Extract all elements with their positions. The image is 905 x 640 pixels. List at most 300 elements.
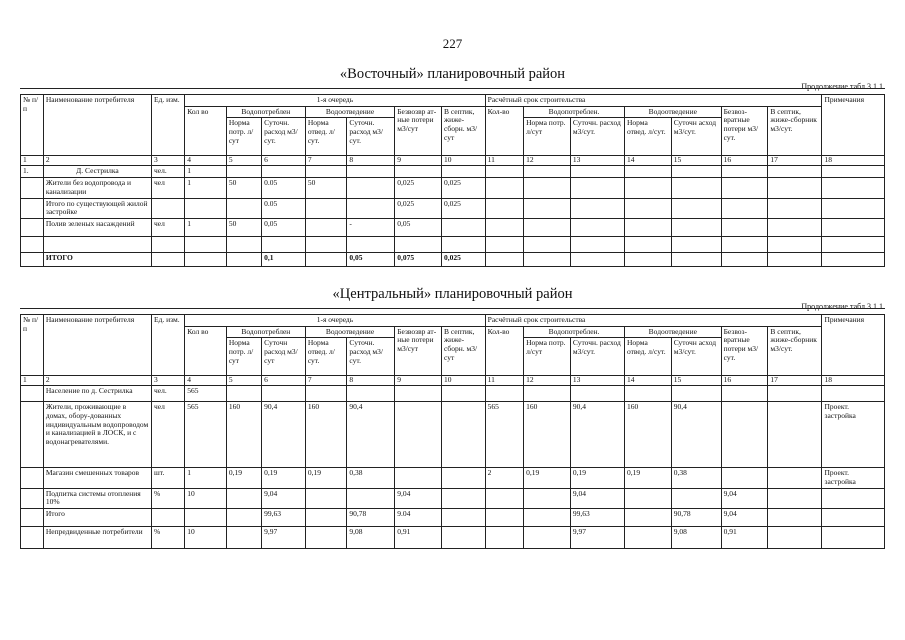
table-cell — [21, 402, 44, 468]
stage1-header: 1-я очередь — [185, 95, 485, 107]
irrev-loss-header: Безвозвр ат-ные потери м3/сут — [395, 106, 442, 156]
table-cell — [768, 236, 822, 252]
table-row — [21, 468, 885, 488]
sub-header: Норма потр. л/сут — [524, 118, 571, 156]
table-cell: 50 — [226, 218, 261, 236]
table-cell — [151, 198, 184, 218]
table-cell — [347, 166, 395, 178]
table-cell — [395, 386, 442, 402]
table-cell: 9,04 — [395, 488, 442, 508]
table-cell — [822, 218, 885, 236]
septic-header: В септик, жиже-сборн. м3/сут — [442, 106, 486, 156]
table-cell — [226, 252, 261, 266]
table-cell: 0,91 — [721, 526, 768, 548]
table-cell — [442, 166, 486, 178]
table-cell — [721, 166, 768, 178]
column-number: 4 — [185, 156, 227, 166]
table-row — [21, 252, 885, 266]
water-supply2-header: Водопотреблен. — [524, 106, 625, 118]
table-row — [21, 386, 885, 402]
table-cell: 0,025 — [395, 198, 442, 218]
col-notes-header: Примечания — [822, 315, 885, 376]
section-title: «Центральный» планировочный район — [332, 286, 573, 302]
table-cell — [721, 236, 768, 252]
table-cell: 0,19 — [624, 468, 671, 488]
table-cell: 99,63 — [262, 508, 306, 526]
drainage-header: Водоотведение — [305, 106, 394, 118]
table-cell — [624, 488, 671, 508]
table-cell — [768, 402, 822, 468]
sub-header: Норма потр. л/сут — [524, 338, 571, 376]
table-cell: 0,05 — [395, 218, 442, 236]
table-cell — [151, 236, 184, 252]
table-cell — [570, 166, 624, 178]
table-cell — [721, 386, 768, 402]
table-cell — [570, 386, 624, 402]
column-number: 1 — [21, 156, 44, 166]
table-cell — [21, 386, 44, 402]
table-cell — [624, 386, 671, 402]
table-cell — [524, 178, 571, 198]
sub-header: Норма отвед. л/сут. — [305, 338, 347, 376]
column-number: 18 — [822, 376, 885, 386]
table-cell — [305, 526, 347, 548]
table-cell: 0,05 — [347, 252, 395, 266]
continuation-label: Продолжение табл.3.1.1 — [801, 302, 883, 311]
table-cell: Итого — [43, 508, 151, 526]
column-number: 16 — [721, 376, 768, 386]
table-cell — [485, 236, 523, 252]
table-cell — [395, 236, 442, 252]
column-number: 12 — [524, 156, 571, 166]
table-cell — [442, 218, 486, 236]
table-row — [21, 166, 885, 178]
table-cell — [485, 508, 523, 526]
table-cell: ИТОГО — [43, 252, 151, 266]
table-cell — [395, 166, 442, 178]
column-number: 17 — [768, 376, 822, 386]
column-number: 9 — [395, 156, 442, 166]
sub-header: Суточн. расход м3/сут. — [347, 338, 395, 376]
table-cell — [768, 166, 822, 178]
table-cell: 50 — [305, 178, 347, 198]
table-cell — [151, 252, 184, 266]
sub-header: Суточн. расход м3/сут. — [570, 118, 624, 156]
table-cell — [671, 166, 721, 178]
consumption-table — [20, 94, 885, 267]
table-cell — [624, 526, 671, 548]
table-cell — [305, 166, 347, 178]
table-row — [21, 236, 885, 252]
table-cell — [822, 252, 885, 266]
table-cell: 50 — [226, 178, 261, 198]
calc-period-header: Расчётный срок строительства — [485, 315, 822, 327]
table-cell — [721, 218, 768, 236]
table-cell — [485, 526, 523, 548]
table-cell — [226, 198, 261, 218]
table-cell — [570, 218, 624, 236]
table-cell: % — [151, 488, 184, 508]
table-cell — [226, 508, 261, 526]
table-cell: 9,04 — [570, 488, 624, 508]
table-cell — [721, 468, 768, 488]
table-cell — [226, 236, 261, 252]
col-unit-header: Ед. изм. — [151, 95, 184, 156]
table-cell — [671, 178, 721, 198]
page-number: 227 — [442, 36, 463, 51]
table-cell: Жители, проживающие в домах, обору-дованных индивидуальным водопроводом и канализацией в ЛОСК, и с водонагревателями. — [43, 402, 151, 468]
table-cell: 9,08 — [671, 526, 721, 548]
table-cell: 1 — [185, 166, 227, 178]
table-cell — [485, 252, 523, 266]
column-number: 17 — [768, 156, 822, 166]
sub-header: Норма отвед. л/сут. — [624, 338, 671, 376]
table-cell — [305, 488, 347, 508]
table-cell: 90,78 — [347, 508, 395, 526]
table-cell — [185, 236, 227, 252]
table-cell: 90,4 — [262, 402, 306, 468]
sub-header: Суточн. расход м3/сут. — [262, 118, 306, 156]
column-number: 2 — [43, 156, 151, 166]
table-cell — [485, 488, 523, 508]
table-cell: 0,19 — [226, 468, 261, 488]
table-cell: Полив зеленых насаждений — [43, 218, 151, 236]
table-cell — [21, 526, 44, 548]
sub-header: Суточн. расход м3/сут. — [570, 338, 624, 376]
drainage2-header: Водоотведение — [624, 106, 721, 118]
table-cell — [524, 198, 571, 218]
table-cell — [305, 218, 347, 236]
column-number: 6 — [262, 376, 306, 386]
col-name-header: Наименование потребителя — [43, 315, 151, 376]
table-cell — [570, 236, 624, 252]
table-cell: 0,38 — [671, 468, 721, 488]
table-cell — [768, 508, 822, 526]
column-number: 3 — [151, 156, 184, 166]
sub-header: Норма отвед. л/сут. — [624, 118, 671, 156]
table-cell: Проект. застройка — [822, 402, 885, 468]
table-cell: 0.05 — [262, 178, 306, 198]
table-cell — [485, 218, 523, 236]
section-title: «Восточный» планировочный район — [339, 66, 566, 82]
table-cell — [624, 178, 671, 198]
table-cell — [226, 166, 261, 178]
water-supply-header: Водопотреблен — [226, 326, 305, 338]
table-cell — [822, 166, 885, 178]
table-row — [21, 526, 885, 548]
table-cell — [305, 508, 347, 526]
table-cell: 1. — [21, 166, 44, 178]
column-number: 15 — [671, 376, 721, 386]
table-cell — [185, 252, 227, 266]
table-cell — [671, 236, 721, 252]
table-cell — [624, 166, 671, 178]
table-cell: чел. — [151, 166, 184, 178]
column-number: 2 — [43, 376, 151, 386]
table-cell — [768, 178, 822, 198]
table-cell: чел. — [151, 386, 184, 402]
table-cell — [768, 198, 822, 218]
table-cell — [395, 468, 442, 488]
table-cell — [822, 508, 885, 526]
sub-header: Норма потр. л/сут — [226, 338, 261, 376]
col-count2-header: Кол-во — [485, 326, 523, 376]
table-cell — [21, 218, 44, 236]
table-cell: 0,38 — [347, 468, 395, 488]
column-number: 7 — [305, 156, 347, 166]
table-cell — [822, 488, 885, 508]
column-number: 13 — [570, 376, 624, 386]
column-number: 12 — [524, 376, 571, 386]
table-cell — [305, 236, 347, 252]
table-cell: Жители без водопровода и канализации — [43, 178, 151, 198]
table-cell — [524, 218, 571, 236]
irrev-loss2-header: Безвоз-вратные потери м3/сут. — [721, 106, 768, 156]
table-cell: 9,04 — [721, 488, 768, 508]
table-cell: 0,19 — [570, 468, 624, 488]
table-cell — [671, 218, 721, 236]
column-number: 14 — [624, 156, 671, 166]
column-number: 5 — [226, 376, 261, 386]
table-cell: 0,075 — [395, 252, 442, 266]
table-row — [21, 508, 885, 526]
table-cell — [768, 218, 822, 236]
table-cell: 0,19 — [262, 468, 306, 488]
table-cell — [671, 198, 721, 218]
table-cell — [524, 166, 571, 178]
table-cell — [721, 402, 768, 468]
column-number: 15 — [671, 156, 721, 166]
table-cell: 10 — [185, 488, 227, 508]
table-cell — [185, 508, 227, 526]
continuation-label: Продолжение табл.3.1.1 — [801, 82, 883, 91]
col-notes-header: Примечания — [822, 95, 885, 156]
table-cell — [262, 386, 306, 402]
table-cell — [185, 198, 227, 218]
col-count-header: Кол во — [185, 326, 227, 376]
table-cell — [262, 166, 306, 178]
table-cell — [21, 488, 44, 508]
table-cell — [395, 402, 442, 468]
table-cell — [822, 526, 885, 548]
drainage2-header: Водоотведение — [624, 326, 721, 338]
drainage-header: Водоотведение — [305, 326, 394, 338]
table-cell — [485, 178, 523, 198]
table-cell: Население по д. Сестрилка — [43, 386, 151, 402]
table-cell — [624, 198, 671, 218]
table-cell — [21, 468, 44, 488]
table-cell — [226, 488, 261, 508]
table-cell: 0,05 — [262, 218, 306, 236]
table-cell — [347, 236, 395, 252]
col-name-header: Наименование потребителя — [43, 95, 151, 156]
sub-header: Суточн асход м3/сут. — [671, 118, 721, 156]
column-number: 13 — [570, 156, 624, 166]
sub-header: Норма потр. л/сут — [226, 118, 261, 156]
table-cell: 0,025 — [442, 198, 486, 218]
table-cell: Проект. застройка — [822, 468, 885, 488]
table-cell — [822, 178, 885, 198]
table-cell — [347, 386, 395, 402]
table-cell: 2 — [485, 468, 523, 488]
table-cell: 9.04 — [395, 508, 442, 526]
table-cell — [822, 386, 885, 402]
table-cell — [768, 252, 822, 266]
table-cell — [21, 178, 44, 198]
table-cell: 160 — [305, 402, 347, 468]
col-count-header: Кол во — [185, 106, 227, 156]
table-cell: 160 — [624, 402, 671, 468]
table-cell: 0,1 — [262, 252, 306, 266]
col-unit-header: Ед. изм. — [151, 315, 184, 376]
table-cell: Магазин смешенных товаров — [43, 468, 151, 488]
table-cell: 0,025 — [442, 178, 486, 198]
table-cell: 0,19 — [524, 468, 571, 488]
column-number: 8 — [347, 376, 395, 386]
table-cell: 90,78 — [671, 508, 721, 526]
table-cell: 160 — [226, 402, 261, 468]
table-cell — [21, 236, 44, 252]
table-cell — [485, 386, 523, 402]
irrev-loss2-header: Безвоз-вратные потери м3/сут. — [721, 326, 768, 376]
table-cell: Итого по существующей жилой застройке — [43, 198, 151, 218]
table-cell — [347, 178, 395, 198]
table-cell — [485, 198, 523, 218]
table-cell — [21, 252, 44, 266]
table-cell — [485, 166, 523, 178]
table-cell: Д. Сестрилка — [43, 166, 151, 178]
table-cell: 10 — [185, 526, 227, 548]
table-cell: 0,91 — [395, 526, 442, 548]
septic2-header: В септик, жиже-сборник м3/сут. — [768, 326, 822, 376]
stage1-header: 1-я очередь — [185, 315, 485, 327]
calc-period-header: Расчётный срок строительства — [485, 95, 822, 107]
table-cell: 9,97 — [570, 526, 624, 548]
table-cell: 9,08 — [347, 526, 395, 548]
table-cell — [442, 488, 486, 508]
table-cell — [442, 526, 486, 548]
table-cell — [347, 198, 395, 218]
column-number: 10 — [442, 376, 486, 386]
table-cell — [21, 198, 44, 218]
table-cell — [624, 252, 671, 266]
table-cell — [524, 508, 571, 526]
septic-header: В септик, жиже-сборн. м3/сут — [442, 326, 486, 376]
column-number: 6 — [262, 156, 306, 166]
table-cell — [305, 252, 347, 266]
table-cell: 0,19 — [305, 468, 347, 488]
table-cell — [768, 386, 822, 402]
table-cell — [822, 198, 885, 218]
table-cell — [442, 236, 486, 252]
col-no-header: № п/п — [21, 315, 44, 376]
table-cell: - — [347, 218, 395, 236]
column-number: 3 — [151, 376, 184, 386]
septic2-header: В септик, жиже-сборник м3/сут. — [768, 106, 822, 156]
table-cell — [442, 468, 486, 488]
column-number: 7 — [305, 376, 347, 386]
table-cell: шт. — [151, 468, 184, 488]
sub-header: Суточн. расход м3/сут. — [347, 118, 395, 156]
table-cell: 160 — [524, 402, 571, 468]
column-number: 16 — [721, 156, 768, 166]
table-cell — [524, 488, 571, 508]
table-cell: 9,97 — [262, 526, 306, 548]
column-number: 5 — [226, 156, 261, 166]
table-row — [21, 178, 885, 198]
table-cell: чел — [151, 402, 184, 468]
table-cell — [442, 386, 486, 402]
table-cell: Непредвиденные потребители — [43, 526, 151, 548]
table-cell — [442, 402, 486, 468]
table-cell — [768, 468, 822, 488]
table-cell — [768, 488, 822, 508]
table-cell — [570, 178, 624, 198]
table-cell — [151, 508, 184, 526]
column-number: 11 — [485, 376, 523, 386]
table-row — [21, 488, 885, 508]
table-cell — [671, 252, 721, 266]
consumption-table — [20, 314, 885, 549]
table-cell — [524, 526, 571, 548]
table-cell — [624, 218, 671, 236]
column-number: 9 — [395, 376, 442, 386]
table-cell — [570, 252, 624, 266]
table-cell: 0,025 — [395, 178, 442, 198]
table-cell — [347, 488, 395, 508]
column-number: 4 — [185, 376, 227, 386]
table-cell: 1 — [185, 218, 227, 236]
table-cell: 90,4 — [570, 402, 624, 468]
table-cell: % — [151, 526, 184, 548]
table-cell — [262, 236, 306, 252]
column-number: 14 — [624, 376, 671, 386]
table-cell — [305, 198, 347, 218]
table-row — [21, 402, 885, 468]
table-cell: 1 — [185, 178, 227, 198]
table-cell: 9,04 — [262, 488, 306, 508]
table-cell: 565 — [185, 386, 227, 402]
table-cell — [822, 236, 885, 252]
column-number: 10 — [442, 156, 486, 166]
table-cell — [768, 526, 822, 548]
table-cell: чел — [151, 178, 184, 198]
table-cell: 1 — [185, 468, 227, 488]
table-cell — [442, 508, 486, 526]
column-number: 11 — [485, 156, 523, 166]
irrev-loss-header: Безвозвр ат-ные потери м3/сут — [395, 326, 442, 376]
sub-header: Суточн асход м3/сут. — [671, 338, 721, 376]
table-cell — [721, 178, 768, 198]
table-cell — [721, 252, 768, 266]
table-cell: чел — [151, 218, 184, 236]
col-no-header: № п/п — [21, 95, 44, 156]
header-rule — [20, 88, 885, 89]
table-cell: 565 — [485, 402, 523, 468]
table-cell — [524, 386, 571, 402]
table-cell: 565 — [185, 402, 227, 468]
table-cell — [570, 198, 624, 218]
table-cell — [671, 386, 721, 402]
header-rule — [20, 308, 885, 309]
col-count2-header: Кол-во — [485, 106, 523, 156]
table-cell — [524, 236, 571, 252]
column-number: 1 — [21, 376, 44, 386]
column-number: 8 — [347, 156, 395, 166]
table-cell — [524, 252, 571, 266]
table-cell — [721, 198, 768, 218]
table-cell: 99,63 — [570, 508, 624, 526]
